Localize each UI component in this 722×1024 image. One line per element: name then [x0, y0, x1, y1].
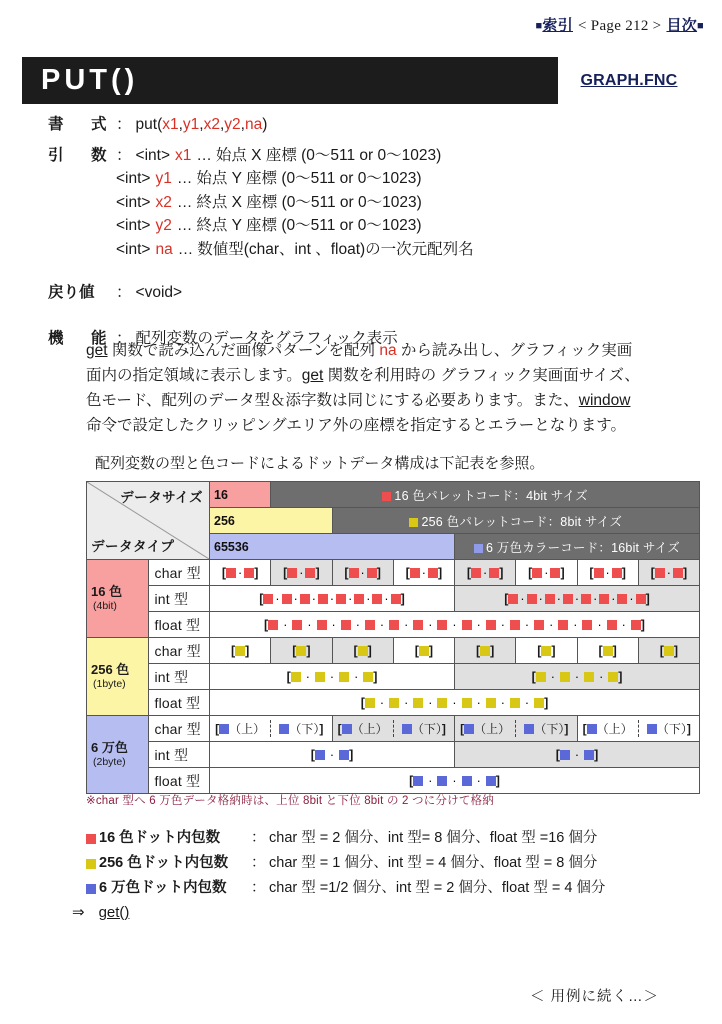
specification-block [48, 113, 708, 350]
syntax-arg-y1: y1 [182, 116, 200, 133]
dot-cell: [ · · · · · · · · · · · · · · · ] [210, 612, 700, 638]
table-row [87, 742, 700, 768]
argument-desc-4: 数値型(char、int 、float)の一次元配列名 [197, 240, 474, 258]
syntax-call-suffix: ) [262, 116, 268, 133]
argument-dots-1: … [176, 170, 193, 187]
legend-bar-256 [332, 508, 700, 534]
legend-row-256 [86, 851, 605, 876]
table-row [87, 768, 700, 794]
description-line-1-text-b: から読み出し、グラフィック実画 [396, 342, 633, 359]
argument-desc-1: 始点 Y 座標 (0〜511 or 0〜1023) [196, 170, 422, 187]
arguments-row-0 [48, 144, 708, 168]
type-label-int-65536: int 型 [148, 742, 210, 768]
dot-cell: [ ] [638, 638, 699, 664]
argument-type-4: <int> [116, 240, 151, 258]
dot-cell: [ · ] [455, 560, 516, 586]
description-line-3-text: 色モード、配列のデータ型＆添字数は同じにする必要あります。また、 [86, 392, 579, 409]
syntax-arg-x1: x1 [162, 116, 179, 133]
syntax-sep-3: , [219, 116, 225, 133]
source-file-link[interactable]: GRAPH.FNC [580, 71, 678, 89]
type-label-char-65536: char 型 [148, 716, 210, 742]
argument-type-1: <int> [116, 170, 151, 187]
dot-cell: [ ] [577, 638, 638, 664]
legend-bar-65536 [455, 534, 700, 560]
page-number-label: < Page 212 > [578, 18, 662, 34]
dot-cell: [ · ] [332, 560, 393, 586]
dot-cell: [ ] [210, 638, 271, 664]
legend-name-256: 256 色ドット内包数 [99, 855, 229, 871]
dot-cell: [ · · · · · · · ] [210, 586, 455, 612]
get-function-link-3[interactable]: get() [98, 904, 130, 921]
dot-cell: [ ] [516, 638, 577, 664]
dot-cell: [ · ] [455, 742, 700, 768]
type-label-char-16: char 型 [148, 560, 210, 586]
table-row [87, 716, 700, 742]
color-chip-red-icon [382, 492, 391, 501]
legend-row-65536 [86, 876, 605, 901]
size-value-256: 256 [210, 508, 333, 534]
top-navigation [535, 14, 704, 35]
syntax-arg-na: na [244, 116, 263, 133]
feature-colon: ： [116, 329, 132, 347]
legend-row-16 [86, 826, 605, 851]
argument-dots-3: … [176, 217, 193, 234]
argument-name-2: x2 [155, 193, 172, 211]
dot-cell: [ · ] [271, 560, 332, 586]
feature-description [86, 338, 686, 438]
dot-cell: [ · ] [577, 560, 638, 586]
data-type-label: データタイプ [91, 539, 175, 554]
category-name-65536: 6 万色 [91, 739, 128, 755]
get-function-link-2[interactable]: get [301, 367, 324, 384]
legend-chip-red-icon [86, 834, 96, 844]
category-label-65536 [87, 716, 149, 794]
argument-dots-2: … [176, 193, 193, 211]
legend-name-65536: 6 万色ドット内包数 [99, 880, 227, 896]
table-row [87, 690, 700, 716]
legend-bar-16 [271, 482, 700, 508]
legend-value-16: char 型 = 2 個分、int 型= 8 個分、float 型 =16 個分 [269, 830, 598, 846]
legend-colon-16: ： [251, 830, 266, 846]
storage-note: ※char 型へ 6 万色データ格納時は、上位 8bit と下位 8bit の 2 つに分けて格納 [86, 795, 494, 807]
size-value-65536: 65536 [210, 534, 455, 560]
argument-name-0: x1 [175, 146, 192, 164]
type-label-char-256: char 型 [148, 638, 210, 664]
dot-cell: [ · ] [638, 560, 699, 586]
argument-type-0: <int> [135, 146, 170, 164]
table-row [87, 560, 700, 586]
return-value-colon: ： [116, 284, 132, 301]
arrow-right-icon: ⇒ [72, 904, 85, 921]
dot-cell: [ · · · ] [455, 664, 700, 690]
arguments-label: 引 数 [48, 146, 113, 164]
type-label-float-65536: float 型 [148, 768, 210, 794]
argument-type-3: <int> [116, 217, 151, 234]
dot-count-legend [86, 826, 605, 901]
category-name-256: 256 色 [91, 661, 130, 677]
table-caption: 配列変数の型と色コードによるドットデータ構成は下記表を参照。 [95, 455, 545, 472]
argument-name-4: na [155, 240, 173, 258]
table-row [87, 586, 700, 612]
source-file-box [558, 57, 700, 104]
arguments-colon: ： [116, 146, 132, 164]
syntax-arg-x2: x2 [203, 116, 220, 133]
legend-chip-blue-icon [86, 884, 96, 894]
category-sub-256: (1byte) [93, 677, 126, 690]
description-array-na: na [379, 342, 397, 359]
type-label-float-256: float 型 [148, 690, 210, 716]
category-label-16 [87, 560, 149, 638]
dot-cell: [ · ] [210, 742, 455, 768]
dot-cell-split: [ （上） （下）] [577, 716, 700, 742]
return-value-label: 戻り値 [48, 284, 95, 301]
description-line-2-text-b: 関数を利用時の グラフィック実画面サイズ、 [323, 367, 640, 384]
data-size-label: データサイズ [120, 490, 203, 505]
toc-link[interactable]: 目次 [666, 17, 698, 34]
legend-colon-256: ： [251, 855, 266, 871]
category-sub-16: (4bit) [93, 599, 117, 612]
see-also-block [72, 903, 129, 921]
arguments-row-4 [48, 238, 708, 262]
dot-cell: [ ] [393, 638, 454, 664]
dot-cell: [ ] [271, 638, 332, 664]
legend-text-65536: 6 万色カラーコード：16bit サイズ [485, 540, 680, 555]
dot-cell: [ · ] [516, 560, 577, 586]
dot-cell: [ · · · ] [210, 768, 700, 794]
argument-desc-2: 終点 X 座標 (0〜511 or 0〜1023) [196, 193, 422, 211]
table-header-row-16 [87, 482, 700, 508]
syntax-arg-y2: y2 [224, 116, 241, 133]
table-row [87, 638, 700, 664]
dot-cell: [ · · · · · · · ] [210, 690, 700, 716]
argument-type-2: <int> [116, 193, 151, 211]
legend-colon-65536: ： [251, 880, 266, 896]
syntax-sep-1: , [178, 116, 183, 133]
page-title: PUT() [41, 64, 139, 96]
legend-text-256: 256 色パレットコード：8bit サイズ [421, 514, 623, 529]
dot-cell: [ · ] [210, 560, 271, 586]
dot-cell: [ ] [455, 638, 516, 664]
bullet-icon-left: ■ [535, 20, 543, 32]
table-row [87, 612, 700, 638]
size-value-16: 16 [210, 482, 271, 508]
syntax-call-prefix: put( [135, 116, 163, 133]
table-row [87, 664, 700, 690]
type-label-int-16: int 型 [148, 586, 210, 612]
description-line-2 [86, 363, 686, 388]
legend-value-256: char 型 = 1 個分、int 型 = 4 個分、float 型 = 8 個分 [269, 855, 598, 871]
legend-name-16: 16 色ドット内包数 [99, 830, 221, 846]
dot-cell-split: [ （上） （下）] [332, 716, 455, 742]
color-chip-blue-icon [474, 544, 483, 553]
description-line-2-text-a: 面内の指定領域に表示します。 [86, 367, 302, 384]
dot-cell-split: [ （上） （下）] [455, 716, 578, 742]
dot-cell-split: [ （上） （下）] [210, 716, 333, 742]
arguments-row-3 [48, 214, 708, 238]
bullet-icon-right: ■ [697, 20, 704, 32]
return-value-row [48, 281, 708, 305]
index-link[interactable]: 索引 [542, 17, 573, 34]
description-line-4: 命令で設定したクリッピングエリア外の座標を指定するとエラーとなります。 [86, 417, 627, 434]
syntax-expression [136, 113, 268, 137]
category-sub-65536: (2byte) [93, 755, 126, 768]
return-value-text: <void> [135, 284, 183, 301]
syntax-sep-4: , [240, 116, 245, 133]
dot-data-structure-table [86, 481, 700, 794]
table-body [87, 482, 700, 794]
window-function-link[interactable]: window [578, 392, 631, 409]
table-corner-header [87, 482, 210, 560]
category-label-256 [87, 638, 149, 716]
category-name-16: 16 色 [91, 583, 123, 599]
argument-dots-4: … [177, 240, 194, 258]
function-title-bar [22, 57, 700, 104]
legend-value-65536: char 型 =1/2 個分、int 型 = 2 個分、float 型 = 4 個分 [269, 880, 606, 896]
description-line-1 [86, 338, 686, 363]
description-line-3 [86, 388, 686, 413]
dot-cell: [ · · · · · · · ] [455, 586, 700, 612]
syntax-sep-2: , [199, 116, 204, 133]
dot-cell: [ ] [332, 638, 393, 664]
syntax-row [48, 113, 708, 137]
dot-cell: [ · · · ] [210, 664, 455, 690]
description-line-1-text-a: 関数で読み込んだ画像パターンを配列 [107, 342, 380, 359]
argument-desc-0: 始点 X 座標 (0〜511 or 0〜1023) [215, 146, 442, 164]
color-chip-yellow-icon [409, 518, 418, 527]
feature-summary: 配列変数のデータをグラフィック表示 [135, 329, 398, 347]
dot-cell: [ · ] [393, 560, 454, 586]
syntax-label: 書 式 [48, 116, 113, 133]
argument-desc-3: 終点 Y 座標 (0〜511 or 0〜1023) [196, 217, 422, 234]
argument-dots-0: … [196, 146, 212, 164]
legend-text-16: 16 色パレットコード：4bit サイズ [394, 488, 588, 503]
get-function-link-1[interactable]: get [86, 342, 108, 359]
type-label-float-16: float 型 [148, 612, 210, 638]
footer-continuation: ＜ 用例に続く…＞ [529, 989, 659, 1005]
type-label-int-256: int 型 [148, 664, 210, 690]
arguments-row-1 [48, 167, 708, 191]
argument-name-3: y2 [155, 217, 172, 234]
syntax-colon: ： [116, 116, 132, 133]
feature-label: 機 能 [48, 329, 113, 347]
argument-name-1: y1 [155, 170, 172, 187]
legend-chip-yellow-icon [86, 859, 96, 869]
arguments-row-2 [48, 191, 708, 215]
